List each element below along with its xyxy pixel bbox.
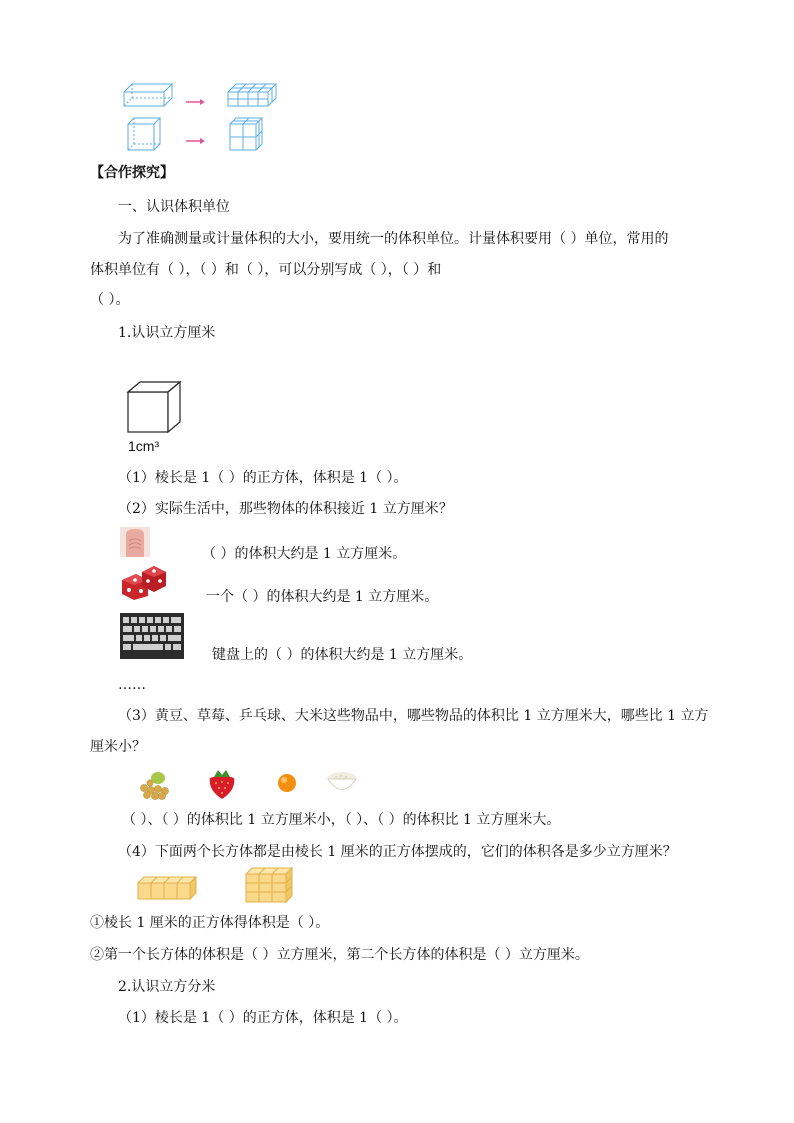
- keyboard-image: [120, 613, 184, 659]
- dice-image: [120, 566, 166, 600]
- q4-b-text: ②第一个长方体的体积是（ ）立方厘米，第二个长方体的体积是（ ）立方厘米。: [90, 947, 589, 963]
- part1-heading: 一、认识体积单位: [118, 199, 230, 215]
- fingertip-image: [120, 527, 150, 557]
- item-keyboard-text: 键盘上的（ ）的体积大约是 1 立方厘米。: [212, 647, 473, 663]
- unit-cube-diagram: [126, 380, 182, 434]
- rice-bowl-image: [326, 770, 358, 796]
- cuboid-4-cubes: [136, 875, 198, 901]
- para-line-3: （ ）。: [90, 292, 130, 308]
- q1-text: （1）棱长是 1（ ）的正方体，体积是 1（ ）。: [118, 470, 408, 486]
- sub1-heading: 1.认识立方厘米: [118, 325, 216, 341]
- section-heading: 【合作探究】: [90, 165, 174, 181]
- ellipsis-text: ……: [118, 677, 146, 693]
- q3-answer: （ ）、（ ）的体积比 1 立方厘米小，（ ）、（ ）的体积比 1 立方厘米大。: [122, 812, 561, 828]
- q4-text: （4）下面两个长方体都是由棱长 1 厘米的正方体摆成的，它们的体积各是多少立方厘米？: [118, 844, 677, 860]
- q2-text: （2）实际生活中，那些物体的体积接近 1 立方厘米？: [118, 501, 453, 517]
- q3-line-2: 厘米小？: [90, 739, 146, 755]
- strawberry-image: [206, 768, 238, 800]
- q3-line-1: （3）黄豆、草莓、乒乓球、大米这些物品中，哪些物品的体积比 1 立方厘米大，哪些比 1 立方: [118, 708, 709, 724]
- q4-a-text: ①棱长 1 厘米的正方体得体积是（ ）。: [90, 915, 330, 931]
- sub2-heading: 2.认识立方分米: [118, 979, 216, 995]
- para-line-1: 为了准确测量或计量体积的大小，要用统一的体积单位。计量体积要用（ ）单位，常用的: [118, 231, 669, 247]
- item-fingertip-text: （ ）的体积大约是 1 立方厘米。: [202, 546, 407, 562]
- arrow-right-icon: [186, 98, 206, 106]
- soybean-image: [136, 770, 172, 800]
- para-line-2: 体积单位有（ ），（ ）和（ ），可以分别写成（ ），（ ）和: [90, 262, 442, 278]
- cuboid-diagram: [122, 82, 182, 112]
- unit-cube-label: 1cm³: [128, 438, 160, 454]
- pingpong-ball-image: [276, 772, 298, 794]
- sub2-q1-text: （1）棱长是 1（ ）的正方体，体积是 1（ ）。: [118, 1010, 408, 1026]
- cuboid-9-cubes: [244, 866, 294, 904]
- divided-cuboid-diagram: [226, 82, 286, 112]
- cube-diagram: [126, 116, 166, 152]
- divided-cube-diagram: [228, 116, 268, 152]
- arrow-right-icon: [186, 137, 206, 145]
- item-dice-text: 一个（ ）的体积大约是 1 立方厘米。: [206, 589, 439, 605]
